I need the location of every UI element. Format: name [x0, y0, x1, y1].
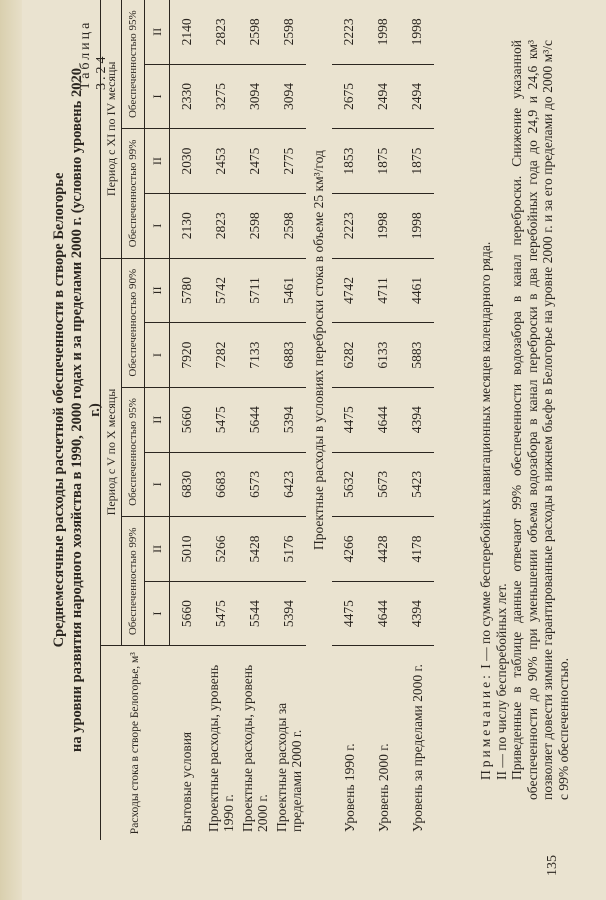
- sub-header: I: [145, 581, 170, 646]
- cell: 2494: [366, 64, 400, 129]
- cell: 2598: [238, 193, 272, 258]
- cell: 2453: [204, 129, 238, 194]
- cell: 1875: [400, 129, 434, 194]
- cell: 2330: [170, 64, 205, 129]
- cell: 5475: [204, 581, 238, 646]
- cell: 4394: [400, 387, 434, 452]
- cell: 6683: [204, 452, 238, 517]
- cell: 5266: [204, 517, 238, 582]
- sub-header: I: [145, 323, 170, 388]
- cell: 6883: [272, 323, 306, 388]
- cell: 4644: [366, 581, 400, 646]
- supply-header: Обеспеченностью 99%: [122, 129, 145, 258]
- cell: 5010: [170, 517, 205, 582]
- cell: 6830: [170, 452, 205, 517]
- row-label: Уровень 1990 г.: [341, 743, 357, 832]
- cell: 7920: [170, 323, 205, 388]
- table-row: [272, 0, 306, 840]
- cell: 2130: [170, 193, 205, 258]
- column-header-flow: Расходы стока в створе Белогорье, м³: [128, 652, 141, 835]
- table-notes: [478, 40, 571, 800]
- cell: 6573: [238, 452, 272, 517]
- note-line-2: II — по числу бесперебойных лет.: [493, 583, 509, 780]
- cell: 5394: [272, 581, 306, 646]
- title-line-2: на уровни развития народного хозяйства в 1990, 2000 годах и за пределами 2000 г. (условно уровень 2020 г.): [69, 68, 103, 752]
- note-line-1: I — по сумме бесперебойных навигационных месяцев календарного ряда.: [478, 241, 493, 669]
- row-label: Проектные расходы, уровень 1990 г.: [206, 664, 236, 832]
- cell: 5176: [272, 517, 306, 582]
- row-label: Уровень за пределами 2000 г.: [409, 664, 425, 832]
- cell: 7133: [238, 323, 272, 388]
- table-row: [366, 0, 400, 840]
- cell: 1998: [366, 193, 400, 258]
- sub-header: II: [145, 387, 170, 452]
- cell: 7282: [204, 323, 238, 388]
- cell: 5883: [400, 323, 434, 388]
- table-row: [238, 0, 272, 840]
- cell: 5673: [366, 452, 400, 517]
- cell: 4394: [400, 581, 434, 646]
- cell: 5660: [170, 581, 205, 646]
- cell: 5423: [400, 452, 434, 517]
- cell: 1998: [400, 193, 434, 258]
- cell: 4461: [400, 258, 434, 323]
- period-header-summer: Период с V по X месяцы: [101, 258, 122, 646]
- cell: 2140: [170, 0, 205, 64]
- supply-header: Обеспеченностью 99%: [122, 517, 145, 646]
- cell: 5660: [170, 387, 205, 452]
- sub-header: I: [145, 193, 170, 258]
- cell: 3275: [204, 64, 238, 129]
- cell: 6423: [272, 452, 306, 517]
- row-label: Уровень 2000 г.: [375, 743, 391, 832]
- cell: 2494: [400, 64, 434, 129]
- table-row: [204, 0, 238, 840]
- cell: 2775: [272, 129, 306, 194]
- section-label: Проектные расходы в условиях переброски стока в объеме 25 км³/год: [311, 150, 326, 550]
- section-header-row: [306, 0, 332, 840]
- cell: 4711: [366, 258, 400, 323]
- cell: 4475: [332, 581, 366, 646]
- cell: 6133: [366, 323, 400, 388]
- cell: 1875: [366, 129, 400, 194]
- table-row: [332, 0, 366, 840]
- cell: 4742: [332, 258, 366, 323]
- supply-header: Обеспеченностью 90%: [122, 258, 145, 387]
- cell: 4428: [366, 517, 400, 582]
- cell: 5711: [238, 258, 272, 323]
- cell: 5394: [272, 387, 306, 452]
- period-header-winter: Период с XI по IV месяцы: [101, 0, 122, 258]
- sub-header: I: [145, 452, 170, 517]
- cell: 1998: [400, 0, 434, 64]
- sub-header: II: [145, 0, 170, 64]
- cell: 2223: [332, 193, 366, 258]
- cell: 4266: [332, 517, 366, 582]
- title-line-1: Среднемесячные расходы расчетной обеспеченности в створе Белогорье: [51, 172, 67, 648]
- cell: 5742: [204, 258, 238, 323]
- cell: 5461: [272, 258, 306, 323]
- table-title: [50, 60, 104, 760]
- table-row: [400, 0, 434, 840]
- page-number: 135: [545, 855, 560, 876]
- cell: 1853: [332, 129, 366, 194]
- cell: 2675: [332, 64, 366, 129]
- cell: 2475: [238, 129, 272, 194]
- cell: 3094: [238, 64, 272, 129]
- cell: 2823: [204, 0, 238, 64]
- supply-header: Обеспеченностью 95%: [122, 387, 145, 516]
- data-table: [100, 0, 434, 840]
- cell: 2598: [238, 0, 272, 64]
- cell: 5644: [238, 387, 272, 452]
- row-label: Проектные расходы, уровень 2000 г.: [240, 664, 270, 832]
- row-label: Проектные расходы за пределами 2000 г.: [274, 702, 304, 832]
- sub-header: II: [145, 258, 170, 323]
- cell: 2030: [170, 129, 205, 194]
- cell: 4475: [332, 387, 366, 452]
- row-label: Бытовые условия: [179, 731, 195, 832]
- sub-header: I: [145, 64, 170, 129]
- cell: 3094: [272, 64, 306, 129]
- cell: 1998: [366, 0, 400, 64]
- cell: 5428: [238, 517, 272, 582]
- notes-label: Примечание:: [478, 672, 493, 780]
- supply-header: Обеспеченностью 95%: [122, 0, 145, 129]
- sub-header: II: [145, 129, 170, 194]
- cell: 4178: [400, 517, 434, 582]
- table-row: [170, 0, 205, 840]
- sub-header: II: [145, 517, 170, 582]
- cell: 5632: [332, 452, 366, 517]
- cell: 5780: [170, 258, 205, 323]
- cell: 6282: [332, 323, 366, 388]
- cell: 2598: [272, 0, 306, 64]
- cell: 4644: [366, 387, 400, 452]
- cell: 5475: [204, 387, 238, 452]
- cell: 2598: [272, 193, 306, 258]
- cell: 5544: [238, 581, 272, 646]
- cell: 2223: [332, 0, 366, 64]
- table-number: Таблица 3.24: [78, 19, 109, 90]
- cell: 2823: [204, 193, 238, 258]
- note-line-3: Приведенные в таблице данные отвечают 99% обеспеченности водозабора в канал переброски. Снижение указанной обеспеченности до 90% при уменьшении объема водозабора в канал переброски в два перебойных года до 24,9 и 24,6 км³ позволяет довести зимние гарантированные расходы в нижнем бьефе в Белогорье на уровне 2000 г. и за его пределами до 2000 м³/с с 99% обеспеченностью.: [509, 40, 571, 800]
